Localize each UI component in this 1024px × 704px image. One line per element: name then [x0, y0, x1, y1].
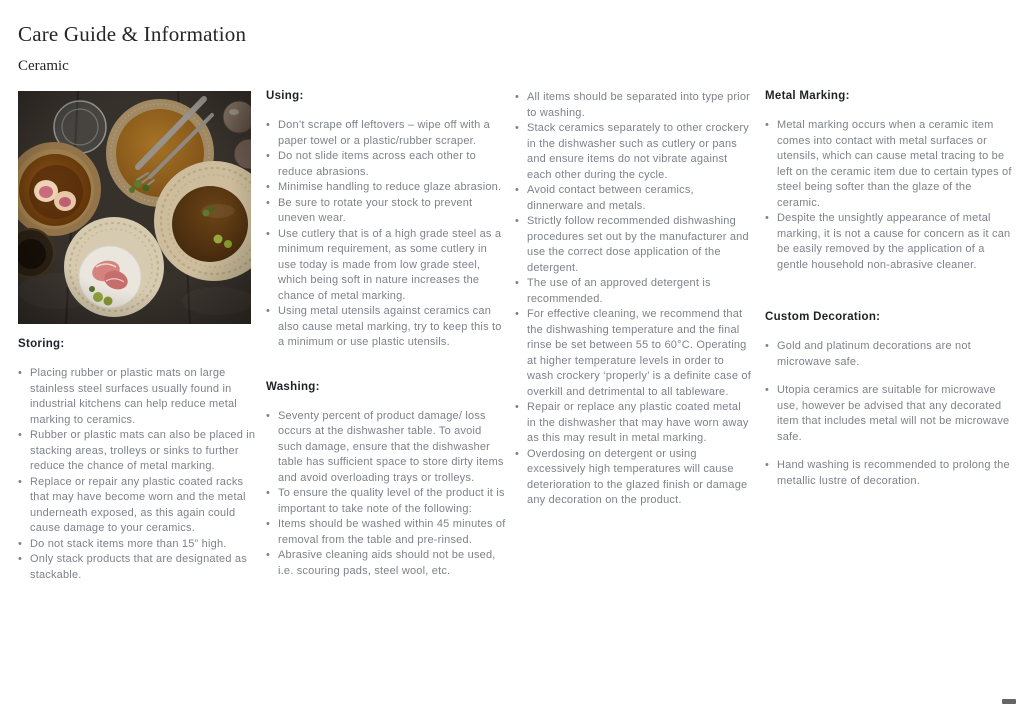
bullet-item [266, 517, 506, 548]
bullet-marker: • [765, 459, 770, 471]
page-title: Care Guide & Information [18, 22, 247, 46]
metal-marking-bullet-list [765, 118, 1013, 273]
bullet-item [266, 149, 506, 180]
section-storing [18, 338, 256, 583]
bullet-marker: • [18, 537, 23, 550]
tableware-photo-illustration [18, 91, 251, 324]
page-subtitle: Ceramic [18, 58, 69, 74]
bullet-text: Placing rubber or plastic mats on large stainless steel surfaces usually found in industrial kitchens can help reduce metal marking to ceramics. [30, 367, 237, 426]
bullet-text: Utopia ceramics are suitable for microwave use, however be advised that any decorated item that includes metal will not be microwave safe. [777, 384, 1010, 443]
section-washing-continued [515, 90, 753, 509]
bullet-item [266, 196, 506, 227]
bullet-marker: • [266, 227, 271, 240]
bullet-item [515, 183, 753, 214]
bullet-marker: • [515, 308, 520, 320]
bullet-item [515, 214, 753, 276]
bullet-marker: • [266, 196, 271, 209]
bullet-text: Do not stack items more than 15” high. [30, 537, 227, 550]
bullet-marker: • [515, 215, 520, 227]
bullet-text: Despite the unsightly appearance of metal marking, it is not a cause for concern as it can be easily removed by the application of a gentle household non-abrasive cleaner. [777, 212, 1011, 271]
bullet-text: To ensure the quality level of the product it is important to take note of the following: [278, 487, 505, 515]
bullet-item [515, 276, 753, 307]
bullet-text: Seventy percent of product damage/ loss occurs at the dishwasher table. To avoid such damage, ensure that the dishwasher table has sufficient space to store dirty items and avoid overloading trays or trolleys. [278, 409, 504, 484]
bullet-marker: • [18, 553, 23, 565]
bullet-item [765, 211, 1013, 273]
bullet-marker: • [18, 367, 23, 379]
bullet-item [266, 304, 506, 351]
bullet-text: Repair or replace any plastic coated metal in the dishwasher that may have worn away as this may result in metal marking. [527, 401, 749, 444]
washing-continued-bullet-list [515, 90, 753, 509]
bullet-item [515, 400, 753, 447]
bullet-text: Strictly follow recommended dishwashing procedures set out by the manufacturer and use the correct dose application of the detergent. [527, 215, 749, 274]
washing-heading: Washing: [266, 380, 320, 393]
bullet-item [18, 428, 256, 475]
bullet-text: Don’t scrape off leftovers – wipe off with a paper towel or a plastic/rubber scraper. [278, 119, 490, 147]
bullet-text: Be sure to rotate your stock to prevent uneven wear. [278, 196, 473, 224]
bullet-marker: • [266, 487, 271, 499]
bullet-marker: • [515, 184, 520, 196]
using-bullet-list [266, 118, 506, 351]
bullet-marker: • [765, 340, 770, 352]
using-heading: Using: [266, 90, 304, 102]
bullet-marker: • [18, 475, 23, 488]
bullet-item [515, 90, 753, 121]
bullet-item [18, 537, 256, 553]
bullet-marker: • [765, 384, 770, 396]
bullet-text: Only stack products that are designated as stackable. [30, 553, 247, 581]
bullet-item [266, 548, 506, 579]
storing-heading: Storing: [18, 338, 65, 350]
bullet-item [515, 447, 753, 509]
bullet-text: Avoid contact between ceramics, dinnerware and metals. [527, 184, 694, 212]
bullet-item [266, 486, 506, 517]
bullet-item [765, 383, 1013, 445]
bullet-marker: • [266, 409, 271, 422]
bullet-marker: • [765, 119, 770, 131]
section-metal-marking-decoration [765, 90, 1013, 489]
bullet-text: Metal marking occurs when a ceramic item comes into contact with metal surfaces or utensils, which can cause metal tracing to be left on the ceramic item due to certain types of steel being softer than the glaze of the ceramic. [777, 119, 1012, 209]
bullet-item [515, 121, 753, 183]
bullet-text: Abrasive cleaning aids should not be used, i.e. scouring pads, steel wool, etc. [278, 549, 496, 577]
bullet-text: Gold and platinum decorations are not microwave safe. [777, 340, 971, 368]
bullet-marker: • [765, 212, 770, 224]
bullet-text: All items should be separated into type prior to washing. [527, 91, 751, 119]
bullet-item [18, 366, 256, 428]
bullet-text: Replace or repair any plastic coated racks that may have become worn and the metal underneath exposed, as this again could cause damage to your ceramics. [30, 475, 246, 534]
bullet-item [266, 227, 506, 305]
bullet-marker: • [515, 401, 520, 413]
product-photo [18, 91, 251, 324]
bullet-marker: • [515, 277, 520, 289]
metal-marking-heading: Metal Marking: [765, 90, 850, 102]
bullet-marker: • [515, 447, 520, 460]
bullet-marker: • [266, 518, 271, 530]
custom-decoration-heading: Custom Decoration: [765, 311, 881, 323]
bullet-marker: • [266, 150, 271, 162]
bullet-item [765, 339, 1013, 370]
bullet-marker: • [266, 305, 271, 317]
bullet-item [266, 180, 506, 196]
bullet-marker: • [18, 429, 23, 441]
section-using-washing [266, 90, 506, 579]
bullet-item [515, 307, 753, 400]
bullet-text: Stack ceramics separately to other crockery in the dishwasher such as cutlery or pans and ensure items do not vibrate against each other during the cycle. [527, 122, 749, 181]
bullet-marker: • [266, 181, 271, 193]
bullet-text: Items should be washed within 45 minutes of removal from the table and pre-rinsed. [278, 518, 506, 546]
custom-decoration-bullet-list [765, 339, 1013, 489]
bullet-marker: • [515, 122, 520, 134]
bullet-item [266, 409, 506, 487]
bullet-item [765, 458, 1013, 489]
washing-bullet-list [266, 409, 506, 580]
page-corner-mark [1002, 699, 1016, 704]
bullet-text: Rubber or plastic mats can also be placed in stacking areas, trolleys or sinks to further reduce the chance of metal marking. [30, 429, 256, 472]
bullet-text: Overdosing on detergent or using excessively high temperatures will cause deterioration to the glazed finish or damage any decoration on the product. [527, 447, 748, 506]
storing-bullet-list [18, 366, 256, 583]
bullet-text: Hand washing is recommended to prolong the metallic lustre of decoration. [777, 459, 1010, 487]
bullet-text: Using metal utensils against ceramics can also cause metal marking, try to keep this to a minimum or use plastic utensils. [278, 305, 502, 348]
bullet-text: The use of an approved detergent is recommended. [527, 277, 711, 305]
bullet-text: For effective cleaning, we recommend that the dishwashing temperature and the final rinse be set between 55 to 60°C. Operating at higher temperature levels in order to wash crockery ‘properly’ is a definite case of overkill and detrimental to all tableware. [527, 308, 751, 398]
bullet-item [18, 552, 256, 583]
bullet-item [18, 475, 256, 537]
bullet-marker: • [266, 549, 271, 561]
bullet-text: Use cutlery that is of a high grade steel as a minimum requirement, as some cutlery in use today is made from low grade steel, which being soft in nature increases the chance of metal marking. [278, 227, 502, 302]
bullet-text: Minimise handling to reduce glaze abrasion. [278, 181, 502, 193]
bullet-text: Do not slide items across each other to reduce abrasions. [278, 150, 476, 178]
bullet-item [765, 118, 1013, 211]
bullet-item [266, 118, 506, 149]
bullet-marker: • [266, 119, 271, 131]
bullet-marker: • [515, 91, 520, 103]
